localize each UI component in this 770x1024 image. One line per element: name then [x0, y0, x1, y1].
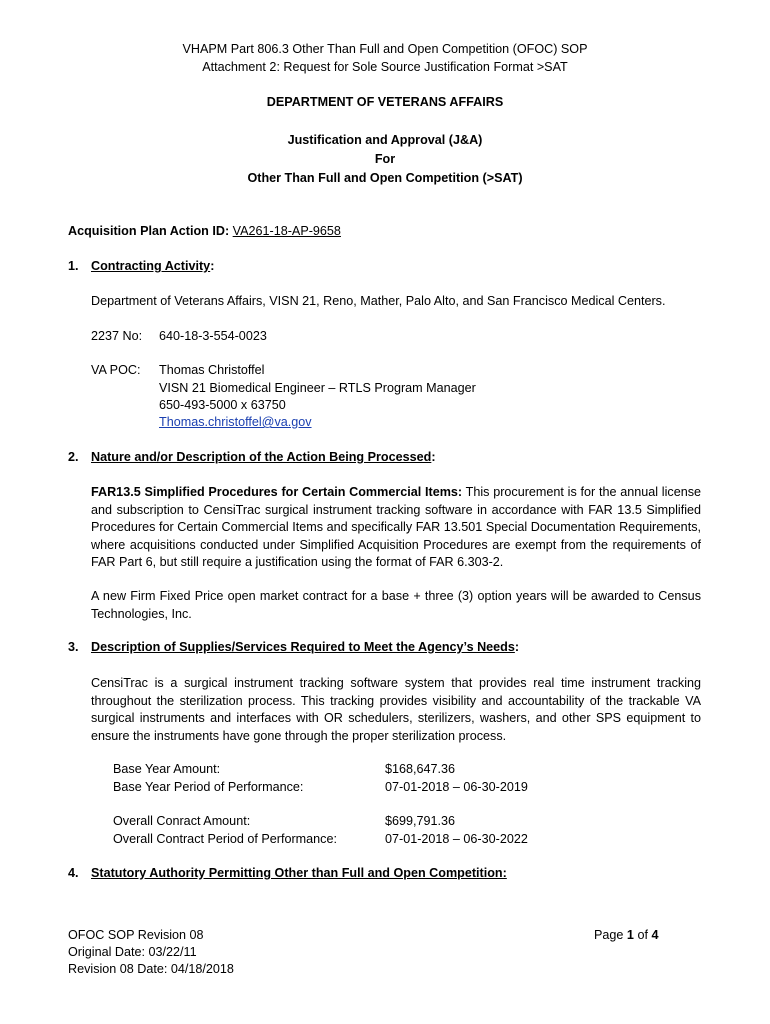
no2237-label: 2237 No:	[91, 329, 143, 343]
footer-original-date: Original Date: 03/22/11	[68, 945, 197, 959]
far-text: This procurement is for the annual license and subscription to CensiTrac surgical instrument tracking software in accordance with FAR 13.5 Simplified Procedures for Certain Commercial Items and specifically FAR 13.501 Special Documentation Requirements, where acquisitions conducted under Simplified Acquisition Procedures are exempt from the requirements of FAR Part 6, but still require a justification using the format of FAR 6.303-2.	[91, 485, 702, 569]
poc-title: VISN 21 Biomedical Engineer – RTLS Program Manager	[159, 381, 476, 395]
section-3-colon: :	[514, 640, 520, 654]
page-word: Page	[594, 928, 624, 942]
amount-label: Overall Contract Period of Performance:	[113, 832, 337, 846]
amount-label: Overall Conract Amount:	[113, 814, 251, 828]
section-2-paragraph-1	[91, 484, 701, 572]
amount-value: $699,791.36	[385, 814, 456, 828]
page-total: 4	[651, 928, 659, 942]
section-3-paragraph: CensiTrac is a surgical instrument tracking software system that provides real time instrument tracking throughout the sterilization process. This tracking provides visibility and accountability of the trackable VA surgical instruments and interfaces with OR schedulers, sterilizers, washers, and other SPS equipment to ensure the instruments have gone through the proper sterilization process.	[91, 676, 701, 743]
footer-revision: OFOC SOP Revision 08	[68, 928, 204, 942]
ja-for: For	[374, 152, 396, 166]
section-1-colon: :	[210, 259, 215, 273]
amount-value: 07-01-2018 – 06-30-2022	[385, 832, 528, 846]
section-2-number: 2.	[68, 450, 79, 464]
far-lead: FAR13.5 Simplified Procedures for Certain Commercial Items:	[91, 485, 463, 499]
acquisition-id: VA261-18-AP-9658	[232, 224, 341, 238]
section-3-heading-text: Description of Supplies/Services Required to Meet the Agency’s Needs	[91, 640, 515, 654]
amount-label: Base Year Amount:	[113, 762, 221, 776]
ja-subtitle: Other Than Full and Open Competition (>SAT)	[247, 171, 523, 185]
section-4-number: 4.	[68, 866, 79, 880]
section-1-heading-text: Contracting Activity	[91, 259, 211, 273]
page-of: of	[637, 928, 648, 942]
no2237-value: 640-18-3-554-0023	[159, 329, 267, 343]
section-2-paragraph-2: A new Firm Fixed Price open market contract for a base + three (3) option years will be awarded to Census Technologies, Inc.	[91, 589, 701, 621]
section-1-heading	[91, 259, 214, 273]
header-line-2: Attachment 2: Request for Sole Source Justification Format >SAT	[202, 60, 568, 74]
ja-title: Justification and Approval (J&A)	[287, 133, 483, 147]
section-3-heading	[91, 640, 519, 654]
amount-label: Base Year Period of Performance:	[113, 780, 304, 794]
poc-phone: 650-493-5000 x 63750	[159, 398, 286, 412]
page-current: 1	[626, 928, 634, 942]
footer-revision-date: Revision 08 Date: 04/18/2018	[68, 962, 234, 976]
section-2-heading	[91, 450, 436, 464]
section-1-number: 1.	[68, 259, 79, 273]
contracting-activity-text: Department of Veterans Affairs, VISN 21, Reno, Mather, Palo Alto, and San Francisco Medical Centers.	[91, 294, 666, 308]
section-3-number: 3.	[68, 640, 79, 654]
poc-name: Thomas Christoffel	[159, 363, 265, 377]
acquisition-label: Acquisition Plan Action ID:	[68, 224, 230, 238]
section-4-heading: Statutory Authority Permitting Other than Full and Open Competition:	[91, 866, 507, 880]
section-2-heading-text: Nature and/or Description of the Action Being Processed	[91, 450, 432, 464]
department-title: DEPARTMENT OF VETERANS AFFAIRS	[266, 95, 504, 109]
acquisition-line	[68, 224, 341, 238]
amount-value: 07-01-2018 – 06-30-2019	[385, 780, 528, 794]
page-number	[594, 928, 658, 942]
header-line-1: VHAPM Part 806.3 Other Than Full and Open Competition (OFOC) SOP	[182, 42, 588, 56]
poc-label: VA POC:	[91, 363, 141, 377]
poc-email-link[interactable]: Thomas.christoffel@va.gov	[159, 415, 312, 429]
amount-value: $168,647.36	[385, 762, 456, 776]
section-2-colon: :	[431, 450, 436, 464]
